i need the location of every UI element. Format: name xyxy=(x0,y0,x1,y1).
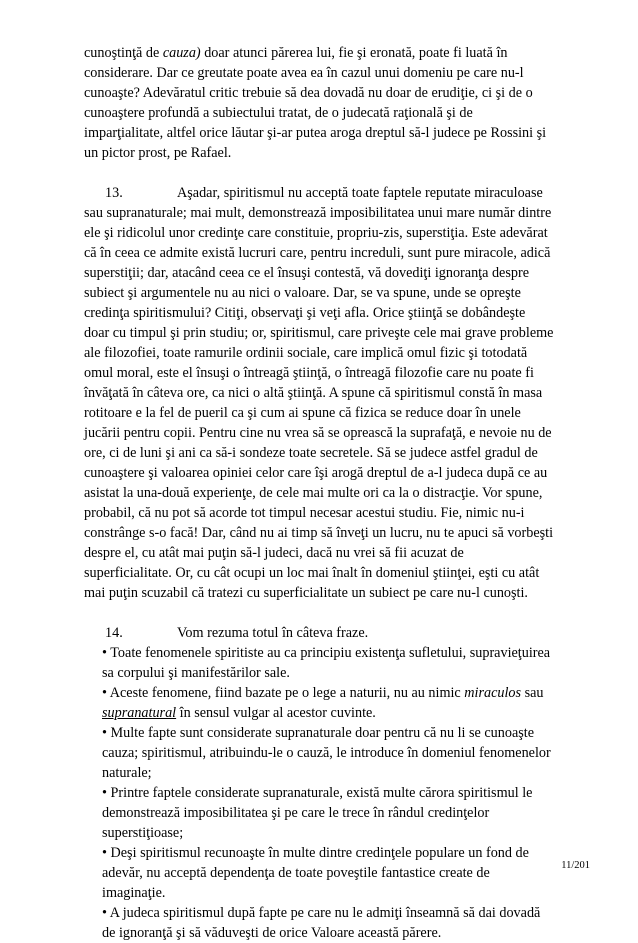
intro-text-a: cunoştinţă de xyxy=(84,45,163,61)
bullet-item-2 xyxy=(84,683,554,723)
section-13-text: Aşadar, spiritismul nu acceptă toate faptele reputate miraculoase sau supranaturale; mai mult, demonstrează imposibilitatea unui mare număr dintre ele şi ridicolul unor credinţe care constituie, propriu-zis, superstiţia. Este adevărat că în ceea ce admite există lucruri care, pentru increduli, sunt pure miracole, adică superstiţii; dar, atacând ceea ce el însuşi contestă, vă dovediţi ignoranţa despre subiect şi argumentele nu au nici o valoare. Dar, se va spune, unde se opreşte credinţa spiritismului? Citiţi, observaţi şi veţi afla. Orice ştiinţă se dobândeşte doar cu timpul şi prin studiu; or, spiritismul, care priveşte cele mai grave probleme ale filozofiei, toate ramurile ordinii sociale, care implică omul fizic şi totodată omul moral, este el însuşi o întreagă ştiinţă, o întreagă filozofie care nu poate fi învăţată în câteva ore, ca nici o altă ştiinţă. A spune că spiritismul constă în masa rotitoare e la fel de pueril ca şi cum ai spune că fizica se reduce doar în unele jucării pentru copii. Pentru cine nu vrea să se oprească la suprafaţă, e nevoie nu de ore, ci de luni şi ani ca să-i sondeze toate secretele. Să se judece astfel gradul de cunoaştere şi valoarea opiniei celor care îşi arogă dreptul de a-l judeca după ce au asistat la una-două experienţe, de cele mai multe ori ca la o distracţie. Vor spune, probabil, că nu pot să acorde tot timpul necesar acestui studiu. Fie, nimic nu-i constrânge s-o facă! Dar, când nu ai timp să înveţi un lucru, nu te apuci să vorbeşti despre el, cu atât mai puţin să-l judeci, dacă nu vrei să fii acuzat de superficialitate. Or, cu cât ocupi un loc mai înalt în domeniul ştiinţei, eşti cu atât mai puţin scuzabil că tratezi cu superficialitate un subiect pe care nu-l cunoşti. xyxy=(84,185,554,601)
section-14-number: 14. xyxy=(105,625,123,641)
bullet-item-1: • Toate fenomenele spiritiste au ca principiu existenţa sufletului, supravieţuirea sa corpului şi manifestărilor sale. xyxy=(102,645,551,681)
section-14-paragraph xyxy=(84,623,554,643)
bullet-item-5: • Deşi spiritismul recunoaşte în multe dintre credinţele populare un fond de adevăr, nu acceptă dependenţa de toate poveştile fantastice create de imaginaţie. xyxy=(102,845,529,901)
bullet-2-underlined: supranatural xyxy=(102,705,177,721)
bullet-item-3: • Multe fapte sunt considerate supranaturale doar pentru că nu li se cunoaşte cauza; spiritismul, atribuindu-le o cauză, le introduce în domeniul fenomenelor naturale; xyxy=(102,725,551,781)
spacer xyxy=(84,163,554,183)
intro-paragraph xyxy=(84,43,554,163)
intro-italic: cauza) xyxy=(162,45,201,61)
bullet-2-text-a: • Aceste fenomene, fiind bazate pe o lege a naturii, nu au nimic xyxy=(102,685,465,701)
body-text xyxy=(84,43,554,943)
spacer xyxy=(84,603,554,623)
bullet-2-italic: miraculos xyxy=(464,685,522,701)
bullet-2-text-e: în sensul vulgar al acestor cuvinte. xyxy=(176,705,376,721)
page-number: 11/201 xyxy=(561,860,590,871)
bullet-item-4: • Printre faptele considerate supranaturale, există multe cărora spiritismul le demonstrează imposibilitatea şi pe care le trece în rândul credinţelor superstiţioase; xyxy=(102,785,533,841)
bullet-2-text-c: sau xyxy=(521,685,544,701)
intro-text-c: doar atunci părerea lui, fie şi eronată, poate fi luată în considerare. Dar ce greutate poate avea ea în cazul unui domeniu pe care nu-l cunoaşte? Adevăratul critic trebuie să dea dovadă nu doar de erudiţie, ci şi de o cunoaştere profundă a subiectului tratat, de o judecată raţională şi de imparţialitate, altfel orice lăutar şi-ar putea aroga dreptul să-l judece pe Rossini şi un pictor prost, pe Rafael. xyxy=(84,45,547,161)
section-14-text: Vom rezuma totul în câteva fraze. xyxy=(177,625,369,641)
bullet-item-6: • A judeca spiritismul după fapte pe care nu le admiţi înseamnă să dai dovadă de ignoranţă şi să văduveşti de orice Valoare această părere. xyxy=(102,905,541,941)
section-13-number: 13. xyxy=(105,185,123,201)
section-13-paragraph xyxy=(84,183,554,603)
